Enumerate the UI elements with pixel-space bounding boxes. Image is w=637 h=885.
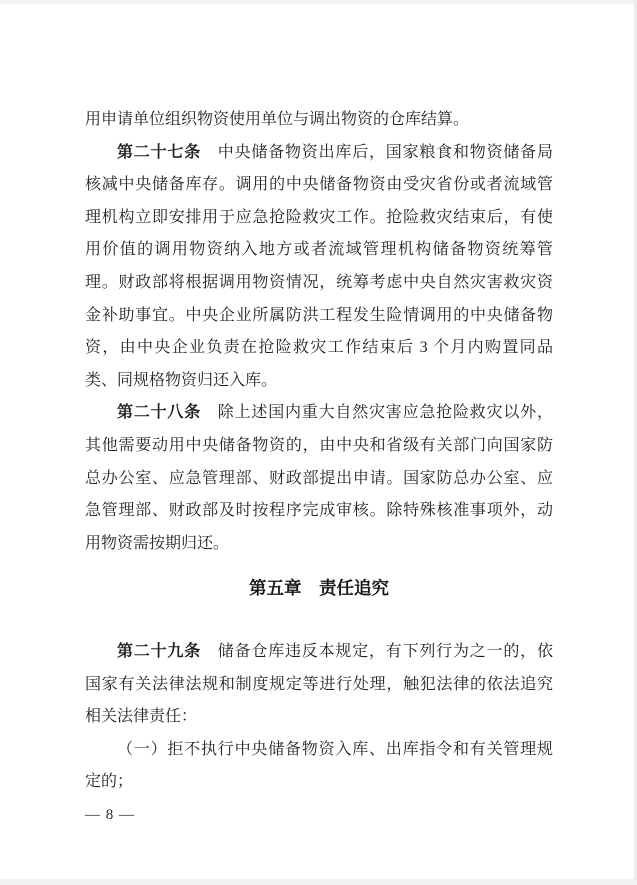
body-line [85, 636, 553, 669]
body-line: 用价值的调用物资纳入地方或者流域管理机构储备物资统筹管 [85, 241, 553, 259]
chapter-heading: 第五章 责任追究 [249, 578, 389, 599]
body-line: 理机构立即安排用于应急抢险救灾工作。抢险救灾结束后，有使 [85, 208, 553, 226]
body-text: 储备仓库违反本规定，有下列行为之一的，依 [201, 642, 553, 660]
body-text: 除上述国内重大自然灾害应急抢险救灾以外， [201, 404, 553, 422]
body-text: 中央储备物资出库后，国家粮食和物资储备局 [201, 143, 553, 161]
body-line: 国家有关法律法规和制度规定等进行处理，触犯法律的依法追究 [85, 675, 553, 693]
body-line: 急管理部、财政部及时按程序完成审核。除特殊核准事项外，动 [85, 502, 553, 520]
body-line: 其他需要动用中央储备物资的，由中央和省级有关部门向国家防 [85, 436, 553, 454]
article-28-number: 第二十八条 [117, 404, 201, 422]
body-line: 总办公室、应急管理部、财政部提出申请。国家防总办公室、应 [85, 469, 553, 487]
list-item-line: 定的； [85, 773, 134, 791]
list-item-line: （一）拒不执行中央储备物资入库、出库指令和有关管理规 [117, 740, 553, 758]
article-27-number: 第二十七条 [117, 143, 201, 161]
body-line [85, 137, 553, 170]
article-29-number: 第二十九条 [117, 642, 201, 660]
body-line: 理。财政部将根据调用物资情况，统筹考虑中央自然灾害救灾资 [85, 273, 553, 291]
body-line: 用物资需按期归还。 [85, 534, 230, 552]
body-line: 类、同规格物资归还入库。 [85, 371, 278, 389]
body-line: 用申请单位组织物资使用单位与调出物资的仓库结算。 [85, 111, 470, 128]
body-line: 资，由中央企业负责在抢险救灾工作结束后 3 个月内购置同品 [85, 339, 553, 357]
body-line [85, 397, 553, 430]
body-line: 金补助事宜。中央企业所属防洪工程发生险情调用的中央储备物 [85, 306, 553, 324]
body-line: 核减中央储备库存。调用的中央储备物资由受灾省份或者流域管 [85, 176, 553, 194]
page-edge-bottom [0, 879, 637, 885]
body-line: 相关法律责任： [85, 708, 198, 726]
page-number: — 8 — [85, 806, 135, 823]
